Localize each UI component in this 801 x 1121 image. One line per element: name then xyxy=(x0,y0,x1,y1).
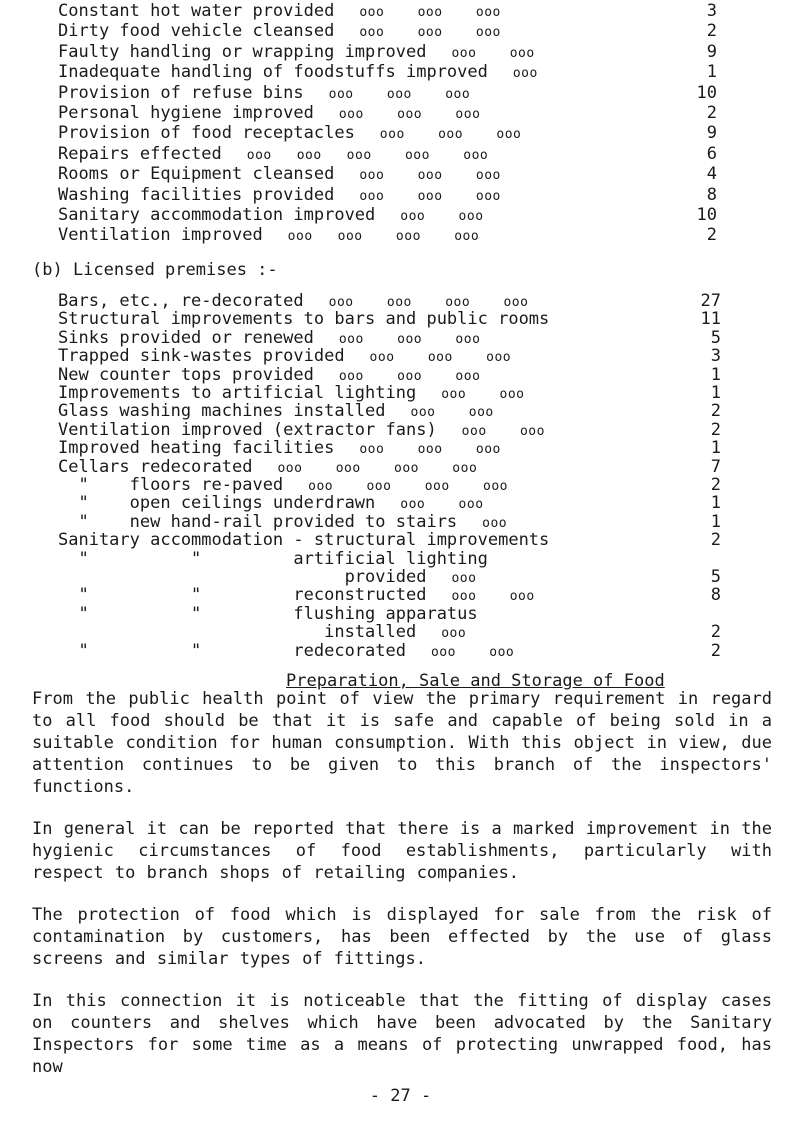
list-a-label: Inadequate handling of foodstuffs improved xyxy=(58,62,488,83)
list-a-label: Ventilation improved xyxy=(58,225,263,246)
paragraph: From the public health point of view the primary requirement in regard to all food should be that it is safe and capable of being sold in a suitable condition for human consumption. With this object in view, due attention continues to be given to this branch of the inspectors' functions. xyxy=(32,689,772,797)
list-b-label: provided xyxy=(58,567,427,587)
list-b-value: 1 xyxy=(710,511,721,532)
list-b-label: Improved heating facilities xyxy=(58,438,335,459)
list-b-leader-dots: ooo ooo xyxy=(385,405,494,421)
list-b-leader-dots: ooo ooo xyxy=(426,589,535,605)
list-b-label: Sinks provided or renewed xyxy=(58,327,314,348)
list-b-value: 11 xyxy=(700,309,721,330)
list-b-leader-dots: ooo ooo ooo ooo xyxy=(303,295,529,310)
list-a-value: 9 xyxy=(706,123,717,144)
list-a-leader-dots: ooo ooo ooo xyxy=(334,188,501,204)
list-a-row xyxy=(58,224,718,246)
list-b-value: 3 xyxy=(710,346,721,367)
page-number: - 27 - xyxy=(369,1086,432,1106)
list-a-label: Rooms or Equipment cleansed xyxy=(58,164,335,185)
list-a-label: Washing facilities provided xyxy=(58,184,335,205)
list-a-row xyxy=(58,41,718,63)
list-a-label: Repairs effected xyxy=(58,143,222,164)
list-a-label: Sanitary accommodation improved xyxy=(58,205,376,225)
list-b-value: 2 xyxy=(710,475,721,495)
list-a-value: 1 xyxy=(706,62,717,83)
list-a-label: Personal hygiene improved xyxy=(58,103,314,123)
paragraph: The protection of food which is displayed for sale from the risk of contamination by customers, has been effected by the use of glass screens and similar types of fittings. xyxy=(32,905,772,969)
list-b-label: " " reconstructed xyxy=(58,585,427,606)
list-a-leader-dots: ooo ooo xyxy=(426,45,535,61)
list-b-leader-dots: ooo ooo ooo ooo xyxy=(252,460,478,476)
list-b-value: 1 xyxy=(710,383,721,403)
list-b-value: 27 xyxy=(700,291,721,311)
list-a-leader-dots: ooo ooo ooo xyxy=(334,5,501,20)
list-b-leader-dots: ooo ooo xyxy=(375,497,484,513)
list-b-value: 1 xyxy=(710,438,721,459)
list-b-label: " " redecorated xyxy=(58,640,406,661)
list-b-leader-dots: ooo ooo ooo xyxy=(344,350,512,366)
list-a-value: 3 xyxy=(706,1,717,21)
list-b-label: Sanitary accommodation - structural improvements xyxy=(58,530,550,551)
list-a-row xyxy=(58,61,718,83)
list-b-value: 2 xyxy=(710,530,721,551)
list-a-leader-dots: ooo ooo ooo xyxy=(334,25,501,41)
list-b-value: 7 xyxy=(710,456,721,477)
list-a-row xyxy=(58,184,718,206)
list-b-label: Cellars redecorated xyxy=(58,456,253,477)
list-b-value: 2 xyxy=(710,419,721,440)
list-b-value: 1 xyxy=(710,364,721,385)
list-b-value: 5 xyxy=(710,567,721,587)
list-b-label: Improvements to artificial lighting xyxy=(58,383,417,403)
list-b-label: Structural improvements to bars and public rooms xyxy=(58,309,550,330)
list-a-value: 2 xyxy=(706,225,717,246)
list-a-row xyxy=(58,122,718,144)
list-b-leader-dots: ooo ooo ooo ooo xyxy=(283,479,508,494)
list-a-row xyxy=(58,204,718,226)
list-b-label: " " artificial lighting xyxy=(58,548,488,569)
list-b-leader-dots: ooo ooo ooo xyxy=(313,368,481,384)
list-a-row xyxy=(58,82,718,104)
list-b-label: Glass washing machines installed xyxy=(58,401,386,422)
list-a-value: 9 xyxy=(706,41,717,62)
list-a-label: Constant hot water provided xyxy=(58,1,335,21)
list-b-value: 2 xyxy=(710,401,721,422)
list-a-leader-dots: ooo ooo ooo xyxy=(334,168,501,184)
list-b-label: Ventilation improved (extractor fans) xyxy=(58,419,437,440)
list-a-row xyxy=(58,0,718,22)
list-a-value: 2 xyxy=(706,21,717,42)
list-b-leader-dots: ooo ooo ooo xyxy=(313,331,481,347)
list-b-row xyxy=(58,640,722,662)
list-a-value: 6 xyxy=(706,143,717,164)
list-a-leader-dots: ooo xyxy=(487,66,538,82)
list-a-label: Dirty food vehicle cleansed xyxy=(58,21,335,42)
section-title: Preparation, Sale and Storage of Food xyxy=(286,671,665,691)
list-a-row xyxy=(58,20,718,42)
list-b-value: 1 xyxy=(710,493,721,514)
list-b-leader-dots: ooo xyxy=(426,571,477,586)
list-a-row xyxy=(58,143,718,165)
list-a-label: Provision of food receptacles xyxy=(58,123,355,144)
list-a-value: 4 xyxy=(706,164,717,185)
list-a-label: Faulty handling or wrapping improved xyxy=(58,41,427,62)
list-a-value: 10 xyxy=(696,82,717,103)
list-b-leader-dots: ooo ooo xyxy=(436,423,545,439)
list-b-leader-dots: ooo ooo ooo xyxy=(334,442,501,458)
list-b-label: Trapped sink-wastes provided xyxy=(58,346,345,367)
licensed-premises-heading: (b) Licensed premises :- xyxy=(32,260,278,280)
list-b-value: 2 xyxy=(710,640,721,661)
list-a-row xyxy=(58,163,718,185)
list-a-value: 10 xyxy=(696,205,717,225)
list-b-label: Bars, etc., re-decorated xyxy=(58,291,304,311)
list-b-label: " floors re-paved xyxy=(58,475,284,495)
list-a-leader-dots: ooo ooo ooo ooo ooo xyxy=(221,147,489,163)
list-b-leader-dots: ooo ooo xyxy=(406,644,515,660)
list-b-value: 2 xyxy=(710,622,721,643)
list-a-leader-dots: ooo ooo ooo xyxy=(354,127,522,143)
list-a-leader-dots: ooo ooo ooo ooo xyxy=(262,229,480,245)
list-a-value: 8 xyxy=(706,184,717,205)
list-b-label: " new hand-rail provided to stairs xyxy=(58,511,458,532)
list-b-leader-dots: ooo xyxy=(416,626,467,642)
list-b-label: New counter tops provided xyxy=(58,364,314,385)
list-b-label: " " flushing apparatus xyxy=(58,603,478,624)
paragraph: In this connection it is noticeable that the fitting of display cases on counters and shelves which have been advocated by the Sanitary Inspectors for some time as a means of protecting unwrapped food, has now xyxy=(32,991,772,1077)
list-b-leader-dots: ooo ooo xyxy=(416,387,525,402)
paragraph: In general it can be reported that there is a marked improvement in the hygienic circumstances of food establishments, particularly with respect to branch shops of retailing companies. xyxy=(32,819,772,883)
list-a-leader-dots: ooo ooo xyxy=(375,209,484,224)
list-a-value: 2 xyxy=(706,103,717,123)
list-b-value: 8 xyxy=(710,585,721,606)
list-a-leader-dots: ooo ooo ooo xyxy=(303,86,471,102)
list-b-value: 5 xyxy=(710,327,721,348)
list-a-row xyxy=(58,102,718,124)
list-a-leader-dots: ooo ooo ooo xyxy=(313,107,481,122)
list-b-leader-dots: ooo xyxy=(457,515,508,531)
list-a-label: Provision of refuse bins xyxy=(58,82,304,103)
list-b-label: installed xyxy=(58,622,417,643)
list-b-label: " open ceilings underdrawn xyxy=(58,493,376,514)
